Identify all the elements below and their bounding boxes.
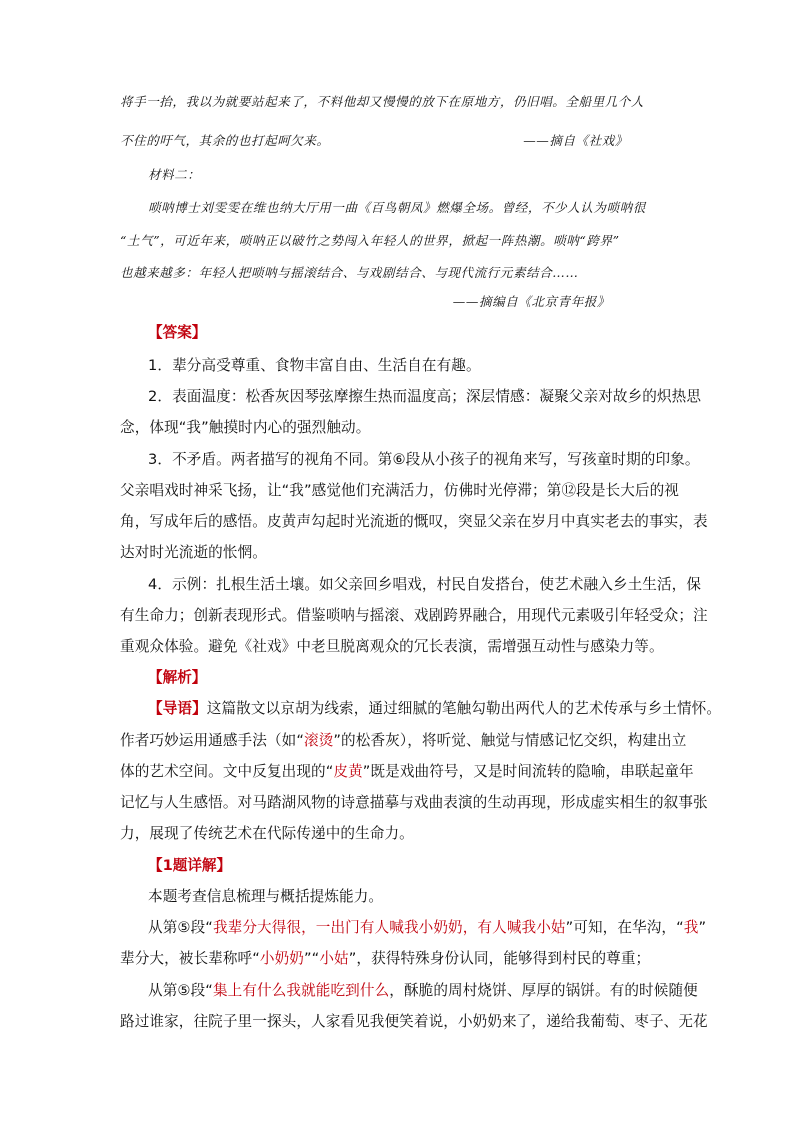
answer-item: 3．不矛盾。两者描写的视角不同。第⑥段从小孩子的视角来写，写孩童时期的印象。	[148, 451, 700, 468]
q1-text: 从第⑤段“	[148, 982, 213, 999]
guide-label: 【导语】	[148, 700, 207, 717]
source-text-line: 不住的吁气，其余的也打起呵欠来。	[120, 133, 330, 148]
answer-item: 2．表面温度：松香灰因琴弦摩擦生热而温度高；深层情感：凝聚父亲对故乡的炽热思	[148, 388, 702, 405]
q1-intro: 本题考查信息梳理与概括提炼能力。	[148, 888, 384, 905]
highlight-text: 滚烫	[304, 732, 334, 749]
q1-heading: 【1题详解】	[148, 857, 232, 874]
source-text-line: 唢呐博士刘雯雯在维也纳大厅用一曲《百鸟朝凤》燃爆全场。曾经，不少人认为唢呐很	[148, 200, 646, 215]
q1-text: ”可知，在华沟，“	[565, 919, 684, 936]
q1-paragraph-line	[120, 947, 680, 968]
answer-item: 1．辈分高受尊重、食物丰富自由、生活自在有趣。	[148, 357, 481, 374]
source-text-line: 也越来越多：年轻人把唢呐与摇滚结合、与戏剧结合、与现代流行元素结合……	[120, 265, 579, 280]
q1-text: 辈分大，被长辈称呼“	[120, 950, 260, 967]
guide-line	[120, 760, 694, 781]
q1-text: ，酥脆的周村烧饼、厚厚的锅饼。有的时候随便	[389, 982, 698, 999]
answer-item: 父亲唱戏时神采飞扬，让“我”感觉他们充满活力，仿佛时光停滞；第⑫段是长大后的视	[120, 482, 679, 499]
quote-text: 我辈分大得很，一出门有人喊我小奶奶，有人喊我小姑	[212, 919, 566, 936]
source-citation: ——摘自《社戏》	[523, 133, 628, 148]
q1-paragraph-line	[148, 916, 707, 937]
answer-item: 念，体现“我”触摸时内心的强烈触动。	[120, 419, 371, 436]
analysis-heading: 【解析】	[148, 669, 207, 686]
guide-line: 记忆与人生感悟。对马踏湖风物的诗意描摹与戏曲表演的生动再现，形成虚实相生的叙事张	[120, 794, 708, 811]
q1-text: 从第⑤段“	[148, 919, 213, 936]
source-text-line: 将手一抬，我以为就要站起来了，不料他却又慢慢的放下在原地方，仍旧唱。全船里几个人	[120, 94, 645, 109]
answer-heading: 【答案】	[148, 324, 207, 341]
quote-text: 集上有什么我就能吃到什么	[212, 982, 390, 999]
guide-line	[120, 729, 687, 750]
answer-item: 有生命力；创新表现形式。借鉴唢呐与摇滚、戏剧跨界融合，用现代元素吸引年轻受众；注	[120, 607, 708, 624]
material-label: 材料二：	[148, 167, 201, 182]
answer-item: 达对时光流逝的怅惘。	[120, 544, 267, 561]
q1-text: ”	[698, 919, 707, 936]
guide-text: ”既是戏曲符号，又是时间流转的隐喻，串联起童年	[362, 763, 694, 780]
guide-text: 体的艺术空间。文中反复出现的“	[120, 763, 334, 780]
answer-item: 4．示例：扎根生活土壤。如父亲回乡唱戏，村民自发搭台，使艺术融入乡土生活，保	[148, 576, 702, 593]
guide-line: 力，展现了传统艺术在代际传递中的生命力。	[120, 825, 414, 842]
source-text-line: “土气”，可近年来，唢呐正以破竹之势闯入年轻人的世界，掀起一阵热潮。唢呐“跨界”	[120, 233, 620, 248]
q1-paragraph-line	[148, 979, 698, 1000]
quote-text: 我	[683, 919, 699, 936]
guide-text: 这篇散文以京胡为线索，通过细腻的笔触勾勒出两代人的艺术传承与乡土情怀。	[206, 700, 722, 717]
quote-text: 小奶奶	[259, 950, 304, 967]
q1-text: ”，获得特殊身份认同，能够得到村民的尊重；	[348, 950, 651, 967]
answer-item: 角，写成年后的感悟。皮黄声勾起时光流逝的慨叹，突显父亲在岁月中真实老去的事实，表	[120, 513, 708, 530]
answer-item: 重观众体验。避免《社戏》中老旦脱离观众的冗长表演，需增强互动性与感染力等。	[120, 638, 664, 655]
guide-text: 作者巧妙运用通感手法（如“	[120, 732, 304, 749]
guide-text: ”的松香灰），将听觉、触觉与情感记忆交织，构建出立	[333, 732, 687, 749]
highlight-text: 皮黄	[333, 763, 363, 780]
guide-line	[148, 697, 722, 718]
q1-text: ”“	[304, 950, 320, 967]
quote-text: 小姑	[319, 950, 349, 967]
q1-paragraph-line: 路过谁家，往院子里一探头，人家看见我便笑着说，小奶奶来了，递给我葡萄、枣子、无花	[120, 1013, 708, 1030]
source-citation: ——摘编自《北京青年报》	[452, 294, 610, 309]
